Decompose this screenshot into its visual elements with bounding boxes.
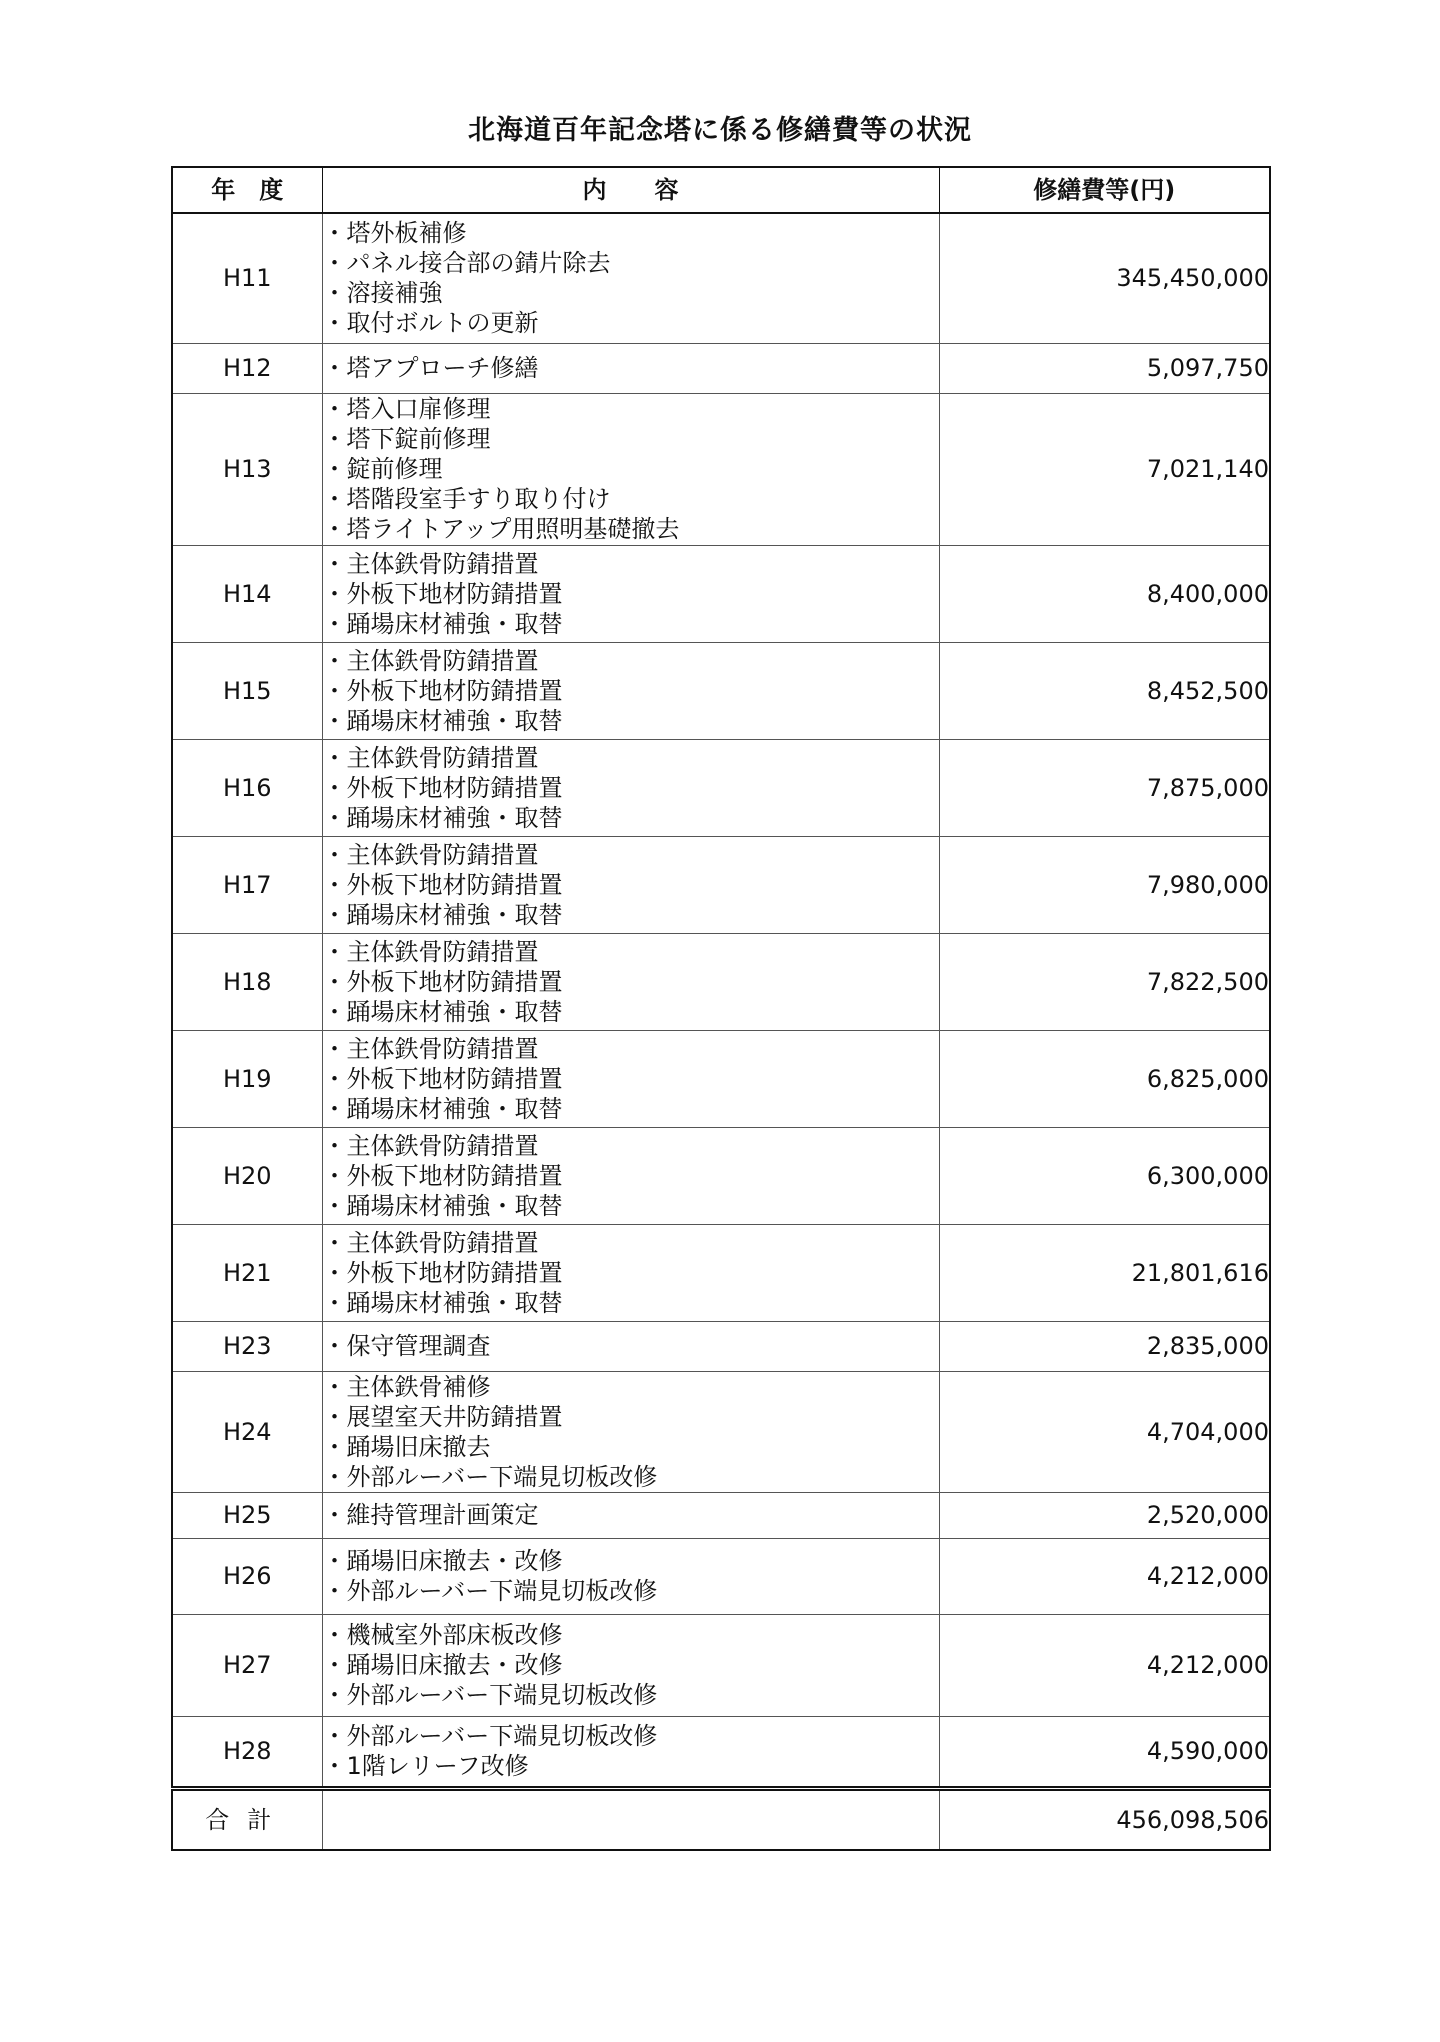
- row-cost: 345,450,000: [939, 213, 1270, 343]
- table-row: [172, 1371, 1270, 1492]
- row-year: H25: [172, 1492, 322, 1538]
- total-content-empty: [322, 1788, 939, 1850]
- row-content: [322, 1492, 939, 1538]
- row-content: [322, 1321, 939, 1371]
- work-item: ・主体鉄骨補修: [322, 1372, 491, 1401]
- table-row: [172, 1030, 1270, 1127]
- work-item: ・外部ルーバー下端見切板改修: [322, 1722, 658, 1750]
- table-row: [172, 545, 1270, 642]
- work-item: ・主体鉄骨防錆措置: [322, 549, 539, 578]
- work-item: ・塔階段室手すり取り付け: [322, 485, 611, 513]
- row-content: [322, 1224, 939, 1321]
- work-item: ・主体鉄骨防錆措置: [322, 646, 539, 675]
- row-year: H24: [172, 1371, 322, 1492]
- row-content: [322, 836, 939, 933]
- row-year: H13: [172, 393, 322, 545]
- work-item: ・踊場床材補強・取替: [322, 1288, 563, 1317]
- work-item: ・主体鉄骨防錆措置: [322, 1131, 539, 1160]
- work-item: ・外部ルーバー下端見切板改修: [322, 1681, 658, 1709]
- work-item: ・保守管理調査: [322, 1332, 491, 1360]
- table-row: [172, 836, 1270, 933]
- header-year: 年 度: [172, 167, 322, 213]
- table-body: [172, 213, 1270, 1788]
- work-item: ・展望室天井防錆措置: [322, 1402, 563, 1431]
- row-cost: 2,835,000: [939, 1321, 1270, 1371]
- row-cost: 21,801,616: [939, 1224, 1270, 1321]
- total-label: 合計: [172, 1788, 322, 1850]
- row-year: H14: [172, 545, 322, 642]
- work-item: ・外板下地材防錆措置: [322, 870, 563, 899]
- row-cost: 7,021,140: [939, 393, 1270, 545]
- work-item: ・主体鉄骨防錆措置: [322, 1034, 539, 1063]
- row-cost: 6,825,000: [939, 1030, 1270, 1127]
- work-item: ・踊場旧床撤去・改修: [322, 1547, 563, 1575]
- row-year: H28: [172, 1716, 322, 1788]
- work-item: ・塔下錠前修理: [322, 425, 491, 453]
- header-cost: 修繕費等(円): [939, 167, 1270, 213]
- row-year: H15: [172, 642, 322, 739]
- work-item: ・踊場旧床撤去・改修: [322, 1651, 563, 1679]
- row-cost: 8,452,500: [939, 642, 1270, 739]
- row-year: H26: [172, 1538, 322, 1614]
- row-cost: 8,400,000: [939, 545, 1270, 642]
- table-row: [172, 393, 1270, 545]
- table-row: [172, 642, 1270, 739]
- row-content: [322, 1030, 939, 1127]
- row-cost: 4,212,000: [939, 1538, 1270, 1614]
- work-item: ・踊場床材補強・取替: [322, 706, 563, 735]
- work-item: ・外板下地材防錆措置: [322, 579, 563, 608]
- work-item: ・錠前修理: [322, 455, 443, 483]
- row-content: [322, 1371, 939, 1492]
- row-content: [322, 1716, 939, 1788]
- row-cost: 2,520,000: [939, 1492, 1270, 1538]
- work-item: ・踊場床材補強・取替: [322, 803, 563, 832]
- header-content: 内 容: [322, 167, 939, 213]
- total-row: [172, 1788, 1270, 1850]
- table-row: [172, 1492, 1270, 1538]
- row-year: H12: [172, 343, 322, 393]
- work-item: ・外板下地材防錆措置: [322, 1064, 563, 1093]
- table-row: [172, 1716, 1270, 1788]
- row-content: [322, 1538, 939, 1614]
- row-year: H18: [172, 933, 322, 1030]
- row-cost: 6,300,000: [939, 1127, 1270, 1224]
- table-row: [172, 1614, 1270, 1716]
- row-cost: 4,704,000: [939, 1371, 1270, 1492]
- table-row: [172, 1538, 1270, 1614]
- work-item: ・踊場床材補強・取替: [322, 609, 563, 638]
- row-content: [322, 739, 939, 836]
- table-row: [172, 1321, 1270, 1371]
- row-content: [322, 213, 939, 343]
- row-content: [322, 1127, 939, 1224]
- row-cost: 4,590,000: [939, 1716, 1270, 1788]
- row-content: [322, 1614, 939, 1716]
- row-year: H21: [172, 1224, 322, 1321]
- total-cost: 456,098,506: [939, 1788, 1270, 1850]
- table-row: [172, 1127, 1270, 1224]
- row-cost: 7,822,500: [939, 933, 1270, 1030]
- work-item: ・踊場床材補強・取替: [322, 1094, 563, 1123]
- header-row: [172, 167, 1270, 213]
- table-row: [172, 213, 1270, 343]
- work-item: ・維持管理計画策定: [322, 1501, 539, 1529]
- work-item: ・外部ルーバー下端見切板改修: [322, 1462, 658, 1491]
- work-item: ・踊場床材補強・取替: [322, 997, 563, 1026]
- table-row: [172, 1224, 1270, 1321]
- table-row: [172, 933, 1270, 1030]
- work-item: ・溶接補強: [322, 279, 443, 308]
- row-year: H23: [172, 1321, 322, 1371]
- work-item: ・外板下地材防錆措置: [322, 1161, 563, 1190]
- work-item: ・塔入口扉修理: [322, 395, 491, 423]
- work-item: ・塔外板補修: [322, 219, 467, 248]
- work-item: ・パネル接合部の錆片除去: [322, 249, 611, 278]
- work-item: ・踊場床材補強・取替: [322, 900, 563, 929]
- table-row: [172, 739, 1270, 836]
- row-content: [322, 393, 939, 545]
- work-item: ・機械室外部床板改修: [322, 1621, 563, 1649]
- table-row: [172, 343, 1270, 393]
- work-item: ・主体鉄骨防錆措置: [322, 1228, 539, 1257]
- work-item: ・外板下地材防錆措置: [322, 1258, 563, 1287]
- row-year: H11: [172, 213, 322, 343]
- row-cost: 5,097,750: [939, 343, 1270, 393]
- work-item: ・主体鉄骨防錆措置: [322, 937, 539, 966]
- row-content: [322, 642, 939, 739]
- work-item: ・外板下地材防錆措置: [322, 676, 563, 705]
- row-year: H20: [172, 1127, 322, 1224]
- work-item: ・踊場旧床撤去: [322, 1432, 491, 1461]
- work-item: ・外板下地材防錆措置: [322, 773, 563, 802]
- document-title: 北海道百年記念塔に係る修繕費等の状況: [468, 115, 972, 146]
- row-year: H17: [172, 836, 322, 933]
- repair-cost-table: [171, 166, 1271, 1851]
- row-year: H27: [172, 1614, 322, 1716]
- work-item: ・踊場床材補強・取替: [322, 1191, 563, 1220]
- row-content: [322, 343, 939, 393]
- work-item: ・主体鉄骨防錆措置: [322, 840, 539, 869]
- work-item: ・取付ボルトの更新: [322, 309, 539, 338]
- work-item: ・外板下地材防錆措置: [322, 967, 563, 996]
- work-item: ・塔アプローチ修繕: [322, 354, 539, 382]
- work-item: ・1階レリーフ改修: [322, 1752, 529, 1780]
- work-item: ・塔ライトアップ用照明基礎撤去: [322, 515, 680, 543]
- row-year: H16: [172, 739, 322, 836]
- row-year: H19: [172, 1030, 322, 1127]
- row-cost: 4,212,000: [939, 1614, 1270, 1716]
- row-cost: 7,875,000: [939, 739, 1270, 836]
- row-content: [322, 545, 939, 642]
- work-item: ・外部ルーバー下端見切板改修: [322, 1577, 658, 1605]
- work-item: ・主体鉄骨防錆措置: [322, 743, 539, 772]
- row-cost: 7,980,000: [939, 836, 1270, 933]
- row-content: [322, 933, 939, 1030]
